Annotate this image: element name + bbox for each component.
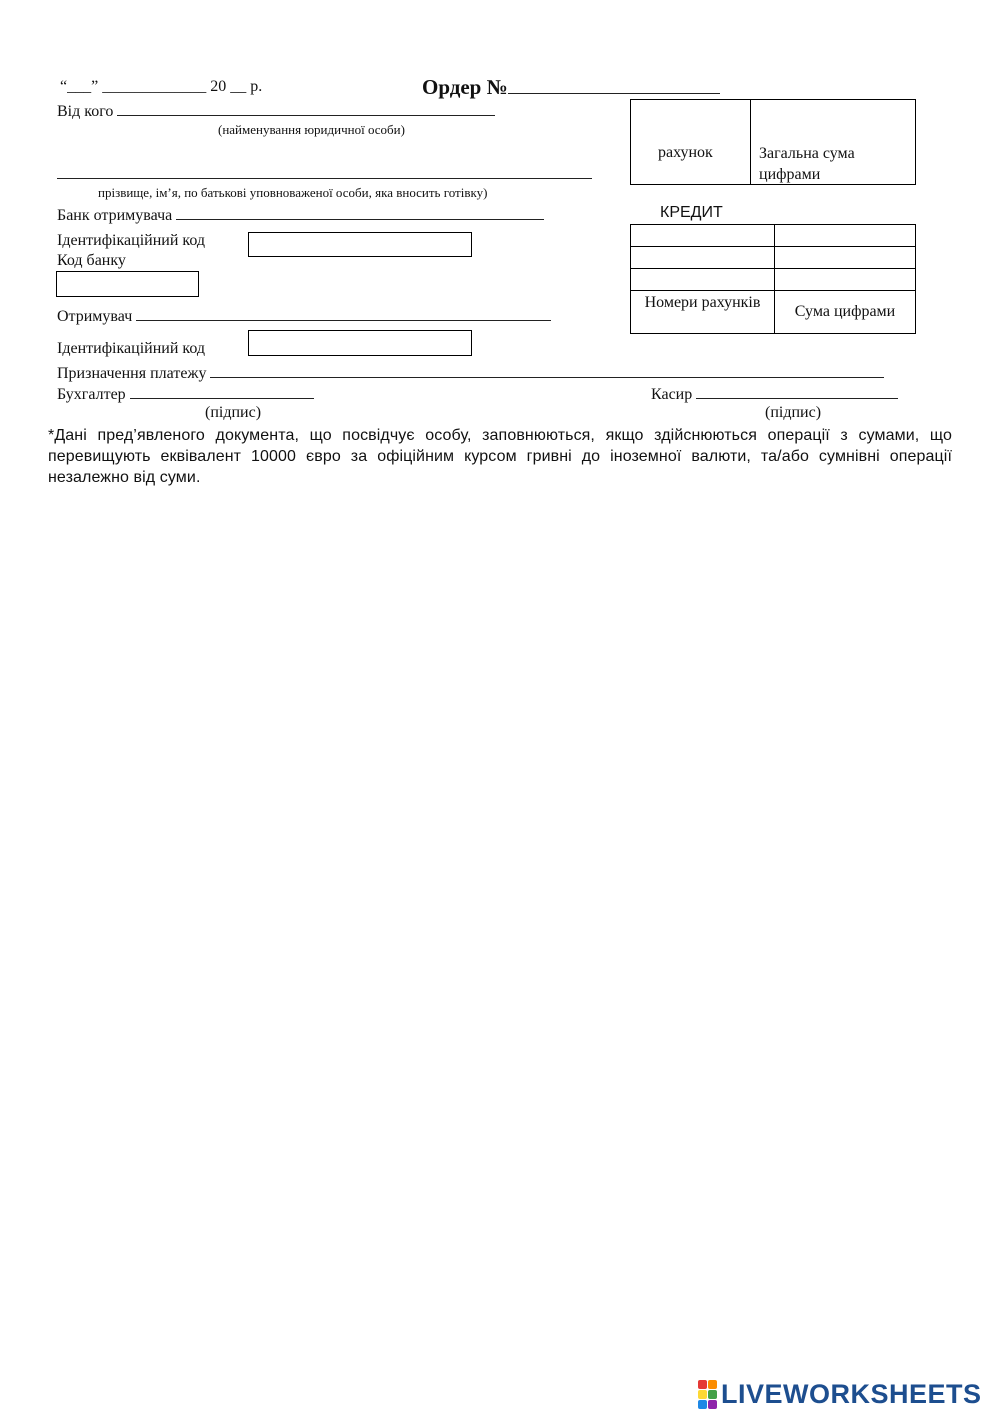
person-caption: прізвище, ім’я, по батькові уповноваженої особи, яка вносить готівку) xyxy=(98,185,488,200)
credit-sum-row-2[interactable] xyxy=(774,246,916,269)
total-sum-header: Загальна сума цифрами xyxy=(759,145,855,183)
id-code-box-2[interactable] xyxy=(248,330,472,356)
bank-field[interactable] xyxy=(176,204,544,220)
total-sum-cell[interactable] xyxy=(750,99,916,185)
cashier-row xyxy=(651,383,898,404)
account-header: рахунок xyxy=(658,144,713,161)
purpose-label: Призначення платежу xyxy=(57,365,207,382)
brand-name: LIVEWORKSHEETS xyxy=(721,1378,982,1409)
credit-account-header: Номери рахунків xyxy=(644,294,761,311)
signature-caption-right: (підпис) xyxy=(765,404,822,421)
credit-sum-header-cell xyxy=(774,290,916,334)
id-code-label: Ідентифікаційний код xyxy=(57,232,206,249)
liveworksheets-logo[interactable] xyxy=(698,1376,982,1412)
recipient-label: Отримувач xyxy=(57,308,133,325)
credit-account-header-cell xyxy=(630,290,775,334)
person-field[interactable] xyxy=(57,164,592,179)
credit-title: КРЕДИТ xyxy=(660,204,723,221)
accountant-label: Бухгалтер xyxy=(57,386,126,403)
signature-caption-left: (підпис) xyxy=(205,404,262,421)
order-label: Ордер № xyxy=(422,75,508,99)
accountant-signature-field[interactable] xyxy=(130,383,314,399)
credit-sum-row-3[interactable] xyxy=(774,268,916,291)
footnote: *Дані пред’явленого документа, що посвідчує особу, заповнюються, якщо здійснюються операції з сумами, що перевищують еквівалент 10000 євро за офіційним курсом гривні до іноземної валюти, та/або сумнівні операції незалежно від суми. xyxy=(48,427,952,486)
order-number-field[interactable] xyxy=(508,73,720,94)
id-code-box[interactable] xyxy=(248,232,472,257)
credit-account-row-1[interactable] xyxy=(630,224,775,247)
from-row xyxy=(57,100,495,121)
logo-block xyxy=(708,1390,717,1399)
recipient-row xyxy=(57,305,551,326)
logo-block xyxy=(698,1390,707,1399)
logo-block xyxy=(698,1380,707,1389)
credit-account-row-3[interactable] xyxy=(630,268,775,291)
logo-block xyxy=(708,1380,717,1389)
credit-sum-header: Сума цифрами xyxy=(794,303,896,320)
from-caption: (найменування юридичної особи) xyxy=(218,122,405,137)
credit-account-row-2[interactable] xyxy=(630,246,775,269)
bank-code-label: Код банку xyxy=(57,252,126,269)
logo-block xyxy=(708,1400,717,1409)
id-code-label-2: Ідентифікаційний код xyxy=(57,340,206,357)
logo-block xyxy=(698,1400,707,1409)
from-label: Від кого xyxy=(57,103,114,120)
cashier-label: Касир xyxy=(651,386,693,403)
credit-sum-row-1[interactable] xyxy=(774,224,916,247)
from-field[interactable] xyxy=(117,100,495,116)
account-cell[interactable] xyxy=(630,99,751,185)
order-number-label[interactable] xyxy=(422,73,720,100)
bank-row xyxy=(57,204,544,225)
recipient-field[interactable] xyxy=(136,305,551,321)
bank-label: Банк отримувача xyxy=(57,207,173,224)
purpose-field[interactable] xyxy=(210,362,884,378)
accountant-row xyxy=(57,383,314,404)
cashier-signature-field[interactable] xyxy=(696,383,898,399)
purpose-row xyxy=(57,362,884,383)
logo-blocks-icon xyxy=(698,1380,717,1409)
date-line[interactable]: “___” _____________ 20 __ р. xyxy=(60,78,263,95)
bank-code-box[interactable] xyxy=(56,271,199,297)
